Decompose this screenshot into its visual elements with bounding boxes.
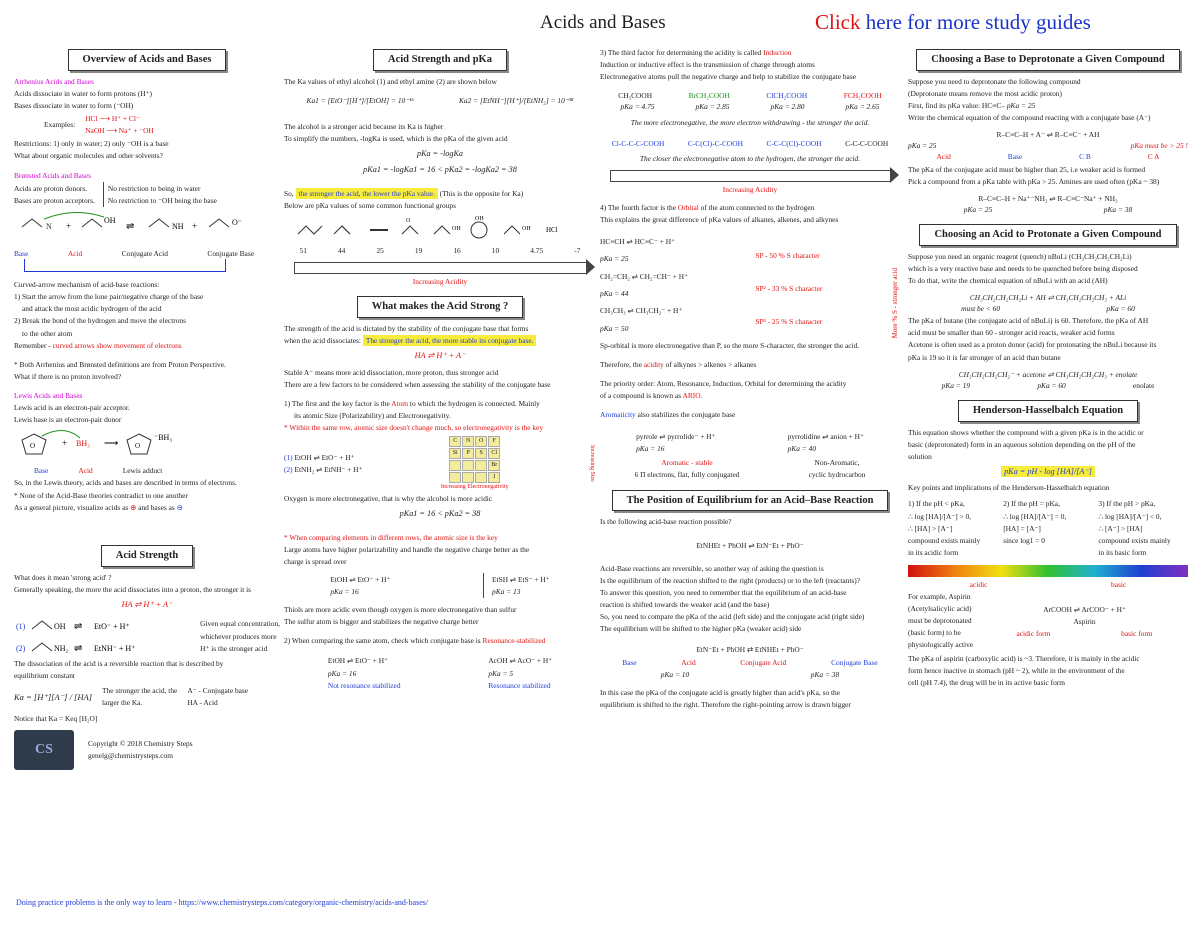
equilibrium-text: In this case the pKa of the conjugate acid is greatly higher than acid's pKa, so the bbox=[600, 687, 841, 697]
bronsted-note: No restriction to being in water bbox=[107, 183, 201, 193]
ka-legend: HA - Acid bbox=[187, 698, 218, 708]
lewis-reaction-diagram bbox=[14, 426, 274, 462]
choose-base-text: (Deprotonate means remove the most acidic proton) bbox=[908, 88, 1062, 98]
choose-base-text: First, find its pKa value: HC≡C– pKa = 25 bbox=[908, 100, 1036, 110]
aspirin-label: Aspirin bbox=[1073, 616, 1096, 626]
pyrrole-pka: pKa = 16 bbox=[636, 444, 665, 454]
factor-4: 4) The fourth factor is the Orbital of the atom connected to the hydrogen bbox=[600, 202, 815, 212]
pka-text: To simplify the numbers, -logKa is used, which is the pKa of the given acid bbox=[284, 134, 508, 144]
bronsted-line: Acids are proton donors. bbox=[14, 183, 88, 193]
oxygen-text: Oxygen is more electronegative, that is why the alcohol is more acidic bbox=[284, 494, 493, 504]
curved-text: 2) Break the bond of the hydrogen and move the electrons bbox=[14, 316, 186, 326]
acid-strength-text: equilibrium constant bbox=[14, 671, 75, 681]
arrhenius-heading: Arrhenius Acids and Bases bbox=[14, 76, 94, 86]
aromaticity-text: Aromaticity also stabilizes the conjugate base bbox=[600, 410, 736, 420]
factor-3-text: Electronegative atoms pull the negative charge and help to stabilize the conjugate base bbox=[600, 72, 856, 82]
svg-text:+: + bbox=[66, 220, 72, 231]
orbital-pka: pKa = 25 bbox=[600, 254, 629, 264]
arrhenius-line: Bases dissociate in water to form (⁻OH) bbox=[14, 100, 134, 110]
nonaromatic-label-2: cyclic hydrocarbon bbox=[808, 469, 866, 479]
equilibrium-text: The equilibrium will be shifted to the higher pKa (weaker acid) side bbox=[600, 624, 802, 634]
hh-heading: Henderson-Hasselbalch Equation bbox=[958, 400, 1138, 422]
example-naoh: NaOH ⟶ Na⁺ + ⁻OH bbox=[85, 126, 154, 136]
basic-form-label: basic form bbox=[1121, 628, 1153, 638]
svg-text:EtNH⁻ + H⁺: EtNH⁻ + H⁺ bbox=[94, 644, 136, 654]
ka-legend: A⁻ - Conjugate base bbox=[187, 686, 249, 696]
svg-text:NH₂: NH₂ bbox=[54, 644, 69, 654]
induction-acidity-arrow bbox=[610, 170, 890, 182]
ethanol-ethylamine-dissociation bbox=[14, 615, 164, 657]
lewis-line: Lewis acid is an electron-pair acceptor. bbox=[14, 403, 130, 413]
svg-text:OH: OH bbox=[475, 216, 484, 222]
pka-text: The alcohol is a stronger acid because its Ka is higher bbox=[284, 121, 444, 131]
column-3: 3) The third factor for determining the acidity is called Induction Induction or inductive effect is the transmission of charge through atoms Electronegative atoms pull the negative charge and help to stabilize the conjugate base CH₃COOH BrCH₂COOH ClCH₂COOH FCH₂COOH pKa = 4.75 pKa = 2.85 pKa = 2.80 pKa = 2.65 The more electronegative, the more electron withdrawing - the stronger the acid. Cl-C-C-C-COOH C-C(Cl)-C-COOH C-C-C(Cl)-COOH C-C-C-COOH The closer the electronegative atom to the hydrogen, the stronger the acid. Increasing Acidity 4) The fourth factor is the Orbital of the atom connected to the hydrogen This explains the great difference of pKa values of alkanes, alkenes, and alkynes HC≡CH ⇌ HC≡C⁻ + H⁺ pKa = 25 CH₂=CH₂ ⇌ CH₂=CH⁻ + H⁺ pKa = 44 CH₃CH₃ ⇌ CH₃CH₂⁻ + H⁺ pKa = 50 SP - 50 % S character SP² - 33 % S character SP³ - 25 % S character More % S - stronger acid Sp-orbital is more electronegative than P, so the more S-character, the stronger the acid. Therefore, the acidity of alkynes > alkenes > alkanes The priority order: Atom, Resonance, Induction, Orbital for determining the acidity of a compound is known as ARIO. Aromaticity also stabilizes the conjugate base pyrrole ⇌ pyrrolide⁻ + H⁺ pKa = 16 pyrrolidine ⇌ anion + H⁺ pKa = 40 Aromatic - stable 6 Π electrons, flat, fully conjugated Non-Aromatic, cyclic hydrocarbon The Position of Equilibrium for an Acid–Base Reaction Is the following acid-base reaction possible? EtNHEt + PhOH ⇌ EtN⁻Et + PhO⁻ Acid-Base reactions are reversible, so another way of asking the question is Is the equilibrium of the reaction shifted to the right (products) or to the left (reactants)? To answer this question, you need to remember that the equilibrium of an acid-base reaction is shifted towards the weaker acid (and the base) So, you need to compare the pKa of the acid (left side) and the conjugate acid (right side) The equilibrium will be shifted to the higher pKa (weaker acid) side EtN⁻Et + PhOH ⇄ EtNHEt + PhO⁻ Base Acid Conjugate Acid Conjugate Base pKa = 10 pKa = 38 In this case the pKa of the conjugate acid is greatly higher than acid's pKa, so the equilibrium is shifted to the right. Therefore the right-pointing arrow is drawn bigger bbox=[600, 48, 899, 709]
equilibrium-reaction: EtNHEt + PhOH ⇌ EtN⁻Et + PhO⁻ bbox=[696, 540, 804, 550]
so-text: So, the stronger the acid, the lower the pKa value. (This is the opposite for Ka) bbox=[284, 188, 524, 198]
given-text: whichever produces more bbox=[200, 631, 277, 641]
sp-character: SP - 50 % S character bbox=[755, 251, 820, 261]
svg-text:OH: OH bbox=[104, 215, 116, 225]
acid-strength-text: Generally speaking, the more the acid dissociates into a proton, the stronger it is bbox=[14, 584, 252, 594]
ph-scale-bar bbox=[908, 565, 1188, 577]
svg-text:HCl: HCl bbox=[546, 226, 558, 234]
priority-text: of a compound is known as ARIO. bbox=[600, 391, 703, 401]
arrhenius-line: Acids dissociate in water to form protons (H⁺) bbox=[14, 88, 152, 98]
column-2: Acid Strength and pKa The Ka values of ethyl alcohol (1) and ethyl amine (2) are shown below Ka1 = [EtO⁻][H⁺]/[EtOH] = 10⁻¹⁶ Ka2 = [EtNH⁻][H⁺]/[EtNH₂] = 10⁻³⁸ The alcohol is a stronger acid because its Ka is higher To simplify the numbers, -logKa is used, which is the pKa of the given acid pKa = -logKa pKa1 = -logKa1 = 16 < pKa2 = -logKa2 = 38 So, the stronger the acid, the lower the pKa value. (This is the opposite for Ka) Below are pKa values of some common functional groups O OH OH OH HCl 51 44 25 19 16 10 4.75 -7 Increasing Acidity What makes the Acid Strong ? The strength of the acid is dictated by the stability of the conjugate base that forms when the acid dissociates: The stronger the acid, the more stable its conjugate base. HA ⇌ H⁺ + A⁻ Stable A⁻ means more acid dissociation, more proton, thus stronger acid There are a few factors to be considered when assessing the stability of the conjugate base 1) The first and the key factor is the Atom to which the hydrogen is connected. Mainly its atomic Size (Polarizability) and Electronegativity. * Within the same row, atomic size doesn't change much, so electronegativity is the key (1) EtOH ⇌ EtO⁻ + H⁺ (2) EtNH₂ ⇌ EtNH⁻ + H⁺ C N O F Si P S Cl Br I Increasing Electronegativity Increasing Size Oxygen is more electronegative, that is why the alcohol is more acidic pKa1 = 16 < pKa2 = 38 * When comparing elements in different rows, the atomic size is the key Large atoms have higher polarizability and handle the negative charge better as the charge is spread over EtOH ⇌ EtO⁻ + H⁺ pKa = 16 EtSH ⇌ EtS⁻ + H⁺ pKa = 13 Thiols are more acidic even though oxygen is more electronegative than sulfur The sulfur atom is bigger and stabilizes the negative charge better 2) When comparing the same atom, check which conjugate base is Resonance-stabilized EtOH ⇌ EtO⁻ + H⁺ pKa = 16 Not resonance stabilized AcOH ⇌ AcO⁻ + H⁺ pKa = 5 Resonance stabilized bbox=[284, 46, 596, 692]
given-text: H⁺ is the stronger acid bbox=[200, 643, 268, 653]
svg-text:N: N bbox=[46, 221, 52, 231]
lewis-heading: Lewis Acids and Bases bbox=[14, 390, 83, 400]
induction-acidity-label: Increasing Acidity bbox=[722, 184, 778, 194]
equilibrium-text: reaction is shifted towards the weaker acid (and the base) bbox=[600, 600, 770, 610]
what-equation: HA ⇌ H⁺ + A⁻ bbox=[414, 351, 466, 361]
orbital-pka: pKa = 44 bbox=[600, 289, 629, 299]
svg-text:OH: OH bbox=[54, 622, 66, 632]
choose-acid-text: To do that, write the chemical equation of nBuLi with an acid (AH) bbox=[908, 275, 1108, 285]
enolate-label: enolate bbox=[1133, 380, 1155, 390]
svg-text:EtO⁻ + H⁺: EtO⁻ + H⁺ bbox=[94, 622, 130, 632]
example-hcl: HCl ⟶ H⁺ + Cl⁻ bbox=[85, 114, 140, 124]
ka-note: The stronger the acid, the bbox=[102, 686, 178, 696]
equilibrium-text: Is the equilibrium of the reaction shifted to the right (products) or to the left (reactants)? bbox=[600, 575, 861, 585]
choose-acid-heading: Choosing an Acid to Protonate a Given Compound bbox=[919, 224, 1176, 246]
acid-strength-text: What does it mean 'strong acid' ? bbox=[14, 572, 112, 582]
what-about-text: What about organic molecules and other solvents? bbox=[14, 151, 163, 161]
examples-label: Examples: bbox=[44, 120, 76, 130]
compare-text: * When comparing elements in different rows, the atomic size is the key bbox=[284, 532, 498, 542]
ka-note: larger the Ka. bbox=[102, 698, 143, 708]
lewis-label-base: Base bbox=[34, 466, 49, 476]
choose-acid-text: Acetone is often used as a proton donor (acid) for protonating the nBuLi because its bbox=[908, 340, 1157, 350]
svg-text:OH: OH bbox=[452, 226, 461, 232]
resonance-label: Resonance stabilized bbox=[488, 680, 551, 690]
choose-base-text: The pKa of the conjugate acid must be higher than 25, i.e weaker acid is formed bbox=[908, 164, 1146, 174]
orbital-pka: pKa = 50 bbox=[600, 323, 629, 333]
equilibrium-text: To answer this question, you need to remember that the equilibrium of an acid-base bbox=[600, 587, 847, 597]
pka-text: Below are pKa values of some common functional groups bbox=[284, 200, 456, 210]
not-resonance-label: Not resonance stabilized bbox=[327, 680, 401, 690]
choose-base-text: Suppose you need to deprotonate the following compound bbox=[908, 76, 1081, 86]
pyrrolidine-pka: pKa = 40 bbox=[787, 444, 817, 454]
study-guides-link[interactable] bbox=[815, 10, 1091, 35]
acid-strength-heading: Acid Strength bbox=[101, 545, 194, 567]
hh-text: This equation shows whether the compound with a given pKa is in the acidic or bbox=[908, 427, 1144, 437]
copyright: Copyright © 2018 Chemistry Steps bbox=[88, 739, 193, 749]
bronsted-note: No restriction to ⁻OH being the base bbox=[107, 195, 217, 205]
ka-formula: Ka = [H⁺][A⁻] / [HA] bbox=[14, 691, 92, 702]
pka-text: The Ka values of ethyl alcohol (1) and ethyl amine (2) are shown below bbox=[284, 76, 497, 86]
aspirin-text: form hence inactive in stomach (pH ~ 2), while in the environment of the bbox=[908, 665, 1125, 675]
svg-text:⇌: ⇌ bbox=[74, 621, 83, 633]
both-text: * Both Arrhenius and Brønsted definitions are from Proton Perspective. bbox=[14, 359, 226, 369]
svg-text:⁻BH₃: ⁻BH₃ bbox=[154, 433, 173, 443]
curved-text: 1) Start the arrow from the lone pair/negative charge of the base bbox=[14, 292, 204, 302]
ka2-expression: Ka2 = [EtNH⁻][H⁺]/[EtNH₂] = 10⁻³⁸ bbox=[459, 95, 574, 105]
what-makes-heading: What makes the Acid Strong ? bbox=[357, 296, 524, 318]
svg-text:O: O bbox=[135, 442, 141, 451]
equilibrium-heading: The Position of Equilibrium for an Acid–Base Reaction bbox=[612, 490, 889, 512]
bronsted-reaction-diagram bbox=[14, 207, 274, 245]
lewis-label-adduct: Lewis adduct bbox=[122, 466, 163, 476]
factor-1: 1) The first and the key factor is the Atom to which the hydrogen is connected. Mainly bbox=[284, 398, 540, 408]
factor-1-detail: its atomic Size (Polarizability) and Electronegativity. bbox=[294, 410, 451, 420]
aspirin-text: The pKa of aspirin (carboxylic acid) is ~3. Therefore, it is mainly in the acidic bbox=[908, 653, 1140, 663]
induction-note: The more electronegative, the more electron withdrawing - the stronger the acid. bbox=[630, 117, 870, 127]
sp2-character: SP² - 33 % S character bbox=[755, 284, 823, 294]
compare-text: charge is spread over bbox=[284, 556, 347, 566]
pka-heading: Acid Strength and pKa bbox=[373, 49, 507, 71]
equilibrium-text: Acid-Base reactions are reversible, so another way of asking the question is bbox=[600, 563, 824, 573]
induction-pka-row: pKa = 4.75 pKa = 2.85 pKa = 2.80 pKa = 2.65 bbox=[620, 102, 880, 112]
what-text: There are a few factors to be considered when assessing the stability of the conjugate base bbox=[284, 379, 551, 389]
pka-value-row: 51 44 25 19 16 10 4.75 -7 bbox=[299, 246, 581, 256]
what-text: when the acid dissociates: The stronger the acid, the more stable its conjugate base. bbox=[284, 335, 596, 346]
acidic-label: acidic bbox=[969, 579, 988, 589]
lewis-label-acid: Acid bbox=[78, 466, 93, 476]
compare-text: Large atoms have higher polarizability and handle the negative charge better as the bbox=[284, 544, 530, 554]
oxygen-pka: pKa1 = 16 < pKa2 = 38 bbox=[399, 509, 481, 519]
svg-text:OH: OH bbox=[522, 226, 531, 232]
svg-text:⇌: ⇌ bbox=[74, 643, 83, 655]
priority-text: The priority order: Atom, Resonance, Induction, Orbital for determining the acidity bbox=[600, 378, 847, 388]
pka-16: pKa = 16 bbox=[330, 586, 359, 596]
choose-acid-text: which is a very reactive base and needs to be quenched before being disposed bbox=[908, 263, 1138, 273]
pair-bracket bbox=[24, 259, 226, 272]
hh-text: Key points and implications of the Henderson-Hasselbalch equation bbox=[908, 483, 1110, 493]
pka-values: pKa1 = -logKa1 = 16 < pKa2 = -logKa2 = 38 bbox=[363, 165, 517, 175]
footer-link[interactable]: Doing practice problems is the only way to learn - https://www.chemistrysteps.com/category/organic-chemistry/acids-and-bases/ bbox=[16, 898, 429, 907]
aromatic-label: Aromatic - stable bbox=[661, 457, 713, 467]
thiols-text: Thiols are more acidic even though oxygen is more electronegative than sulfur bbox=[284, 605, 517, 615]
sp-note: Sp-orbital is more electronegative than P, so the more S-character, the stronger the acid. bbox=[600, 340, 860, 350]
dissociation-equation: HA ⇌ H⁺ + A⁻ bbox=[121, 599, 173, 609]
lewis-line: Lewis base is an electron-pair donor bbox=[14, 415, 122, 425]
column-4: Choosing a Base to Deprotonate a Given Compound Suppose you need to deprotonate the following compound (Deprotonate means remove the most acidic proton) First, find its pKa value: HC≡C– pKa = 25 Write the chemical equation of the compound reacting with a conjugate base (A⁻) R–C≡C–H + A⁻ ⇌ R–C≡C⁻ + AH pKa = 25 pKa must be > 25 ! Acid Base C B C A The pKa of the conjugate acid must be higher than 25, i.e weaker acid is formed Pick a compound from a pKa table with pKa > 25. Amines are used often (pKa ~ 38) R–C≡C–H + Na⁺⁻NH₂ ⇌ R–C≡C⁻Na⁺ + NH₃ pKa = 25 pKa = 38 Choosing an Acid to Protonate a Given Compound Suppose you need an organic reagent (quench) nBuLi (CH₃CH₂CH₂CH₂Li) which is a very reactive base and needs to be quenched before being disposed To do that, write the chemical equation of nBuLi with an acid (AH) CH₃CH₂CH₂CH₂Li + AH ⇌ CH₃CH₂CH₂CH₃ + ALi must be < 60 pKa = 60 The pKa of butane (the conjugate acid of nBuLi) is 60. Therefore, the pKa of AH acid must be smaller than 60 - stronger acid reacts, weaker acid forms Acetone is often used as a proton donor (acid) for protonating the nBuLi because its pKa is 19 so it is far stronger of an acid than butane CH₃CH₂CH₂CH₂⁻ + acetone ⇌ CH₃CH₂CH₂CH₃ + enolate pKa = 19 pKa = 60 enolate Henderson-Hasselbalch Equation This equation shows whether the compound with a given pKa is in the acidic or basic (deprotonated) form in an aqueous solution depending on the pH of the solution pKa = pH - log [HA]/[A⁻] Key points and implications of the Henderson-Hasselbalch equation 1) If the pH < pKa, ∴ log [HA]/[A⁻] > 0, ∴ [HA] > [A⁻] compound exists mainly in its acidic form 2) If the pH = pKa, ∴ log [HA]/[A⁻] = 0, [HA] = [A⁻] since log1 = 0 3) If the pH > pKa, ∴ log [HA]/[A⁻] < 0, ∴ [A⁻] > [HA] compound exists mainly in its basic form acidic basic For example, Aspirin (Acetylsalicylic acid) must be deprotonated (basic form) to be physiologically active ArCOOH ⇌ ArCOO⁻ + H⁺ Aspirin acidic form basic form The pKa of aspirin (carboxylic acid) is ~3. Therefore, it is mainly in the acidic form hence inactive in stomach (pH ~ 2), while in the environment of the cell (pH 7.4), the drug will be in its active basic form bbox=[908, 46, 1188, 689]
row-2: (2) EtNH₂ ⇌ EtNH⁻ + H⁺ bbox=[284, 464, 363, 474]
aromatic-label-2: 6 Π electrons, flat, fully conjugated bbox=[634, 469, 740, 479]
induction-note: The closer the electronegative atom to the hydrogen, the stronger the acid. bbox=[639, 153, 861, 163]
bronsted-heading: Brønsted Acids and Bases bbox=[14, 170, 91, 180]
amine-pka: pKa = 38 bbox=[810, 669, 840, 679]
lewis-line: * None of the Acid-Base theories contradict to one another bbox=[14, 490, 188, 500]
click-word[interactable]: Click bbox=[815, 10, 861, 34]
bronsted-line: Bases are proton acceptors. bbox=[14, 195, 95, 205]
choose-acid-text: pKa is 19 so it is far stronger of an acid than butane bbox=[908, 352, 1061, 362]
column-1 bbox=[14, 46, 280, 770]
increasing-size-label: Increasing Size bbox=[589, 444, 595, 482]
phenol-pka: pKa = 10 bbox=[660, 669, 690, 679]
lewis-line: As a general picture, visualize acids as ⊕ and bases as ⊖ bbox=[14, 502, 183, 512]
label-base: Base bbox=[14, 248, 29, 258]
factor-3: 3) The third factor for determining the acidity is called Induction bbox=[600, 48, 792, 57]
equilibrium-text: Is the following acid-base reaction possible? bbox=[600, 517, 732, 527]
svg-text:BH₃: BH₃ bbox=[76, 439, 90, 449]
svg-text:O: O bbox=[406, 218, 411, 224]
label-acid: Acid bbox=[67, 248, 83, 258]
what-text: Stable A⁻ means more acid dissociation, more proton, thus stronger acid bbox=[284, 367, 499, 377]
row-1: (1) EtOH ⇌ EtO⁻ + H⁺ bbox=[284, 452, 355, 462]
remember-text: Remember - curved arrows show movement of electrons bbox=[14, 340, 182, 350]
svg-text:(1): (1) bbox=[16, 622, 26, 632]
increasing-acidity-label: Increasing Acidity bbox=[412, 277, 468, 287]
link-rest[interactable]: here for more study guides bbox=[860, 10, 1091, 34]
increasing-acidity-arrow bbox=[294, 262, 586, 274]
factor-3-text: Induction or inductive effect is the transmission of charge through atoms bbox=[600, 60, 815, 70]
choose-base-heading: Choosing a Base to Deprotonate a Given Compound bbox=[916, 49, 1179, 71]
svg-text:NH: NH bbox=[172, 221, 184, 231]
hh-text: basic (deprotonated) form in an aqueous solution depending on the pH of the bbox=[908, 439, 1136, 449]
choose-acid-text: The pKa of butane (the conjugate acid of nBuLi) is 60. Therefore, the pKa of AH bbox=[908, 316, 1149, 326]
choose-acid-text: Suppose you need an organic reagent (quench) nBuLi (CH₃CH₂CH₂CH₂Li) bbox=[908, 251, 1132, 261]
basic-label: basic bbox=[1111, 579, 1127, 589]
svg-text:O: O bbox=[30, 442, 36, 451]
svg-text:+: + bbox=[62, 438, 68, 449]
ka1-expression: Ka1 = [EtO⁻][H⁺]/[EtOH] = 10⁻¹⁶ bbox=[306, 95, 414, 105]
curved-text: Curved-arrow mechanism of acid-base reactions: bbox=[14, 280, 160, 290]
hh-text: solution bbox=[908, 451, 932, 461]
curved-text: and attack the most acidic hydrogen of the acid bbox=[22, 304, 162, 314]
acid-strength-text: The dissociation of the acid is a reversible reaction that is described by bbox=[14, 659, 224, 669]
curved-text: to the other atom bbox=[22, 328, 73, 338]
choose-acid-text: acid must be smaller than 60 - stronger acid reacts, weaker acid forms bbox=[908, 328, 1115, 338]
label-conjugate-base: Conjugate Base bbox=[207, 248, 254, 258]
chemistry-steps-logo: CS bbox=[14, 730, 74, 770]
aspirin-text: cell (pH 7.4), the drug will be in its active basic form bbox=[908, 677, 1066, 687]
equilibrium-text: So, you need to compare the pKa of the acid (left side) and the conjugate acid (right side) bbox=[600, 612, 865, 622]
svg-text:+: + bbox=[192, 220, 198, 231]
factor-4-text: This explains the great difference of pKa values of alkanes, alkenes, and alkynes bbox=[600, 215, 839, 225]
choose-base-text: Pick a compound from a pKa table with pKa > 25. Amines are used often (pKa ~ 38) bbox=[908, 176, 1160, 186]
label-conjugate-acid: Conjugate Acid bbox=[121, 248, 168, 258]
sp3-character: SP³ - 25 % S character bbox=[755, 316, 823, 326]
email[interactable]: genelg@chemistrysteps.com bbox=[88, 751, 174, 761]
hh-formula: pKa = pH - log [HA]/[A⁻] bbox=[1001, 466, 1095, 477]
increasing-en-label: Increasing Electronegativity bbox=[440, 484, 509, 491]
factor-1-note: * Within the same row, atomic size doesn't change much, so electronegativity is the key bbox=[284, 423, 544, 433]
given-text: Given equal concentration, bbox=[200, 619, 280, 629]
thiols-text: The sulfur atom is bigger and stabilizes the negative charge better bbox=[284, 617, 479, 627]
svg-text:⇌: ⇌ bbox=[126, 220, 135, 232]
factor-2: 2) When comparing the same atom, check which conjugate base is Resonance-stabilized bbox=[284, 636, 546, 646]
periodic-table-snippet: C N O F Si P S Cl Br I bbox=[449, 436, 500, 483]
ka-notice: Notice that Ka = Keq [H₂O] bbox=[14, 713, 98, 723]
pka-definition: pKa = -logKa bbox=[416, 149, 463, 159]
pka-5: pKa = 5 bbox=[488, 668, 514, 678]
restrictions-text: Restrictions: 1) only in water; 2) only ⁻OH is a base bbox=[14, 139, 169, 149]
therefore-text: Therefore, the acidity of alkynes > alkenes > alkanes bbox=[600, 359, 757, 369]
what-text: The strength of the acid is dictated by the stability of the conjugate base that forms bbox=[284, 324, 529, 334]
more-s-label: More % S - stronger acid bbox=[890, 268, 899, 339]
lewis-line: So, in the Lewis theory, acids and bases are described in terms of electrons. bbox=[14, 478, 237, 488]
svg-text:⟶: ⟶ bbox=[104, 438, 119, 450]
pka-13: pKa = 13 bbox=[492, 586, 521, 596]
pka-must-label: pKa must be > 25 ! bbox=[1130, 141, 1188, 151]
svg-text:(2): (2) bbox=[16, 644, 26, 654]
acidic-form-label: acidic form bbox=[1016, 628, 1051, 638]
functional-group-structures bbox=[284, 212, 584, 242]
svg-text:O⁻: O⁻ bbox=[232, 217, 242, 227]
equilibrium-text: equilibrium is shifted to the right. Therefore the right-pointing arrow is drawn bigger bbox=[600, 699, 851, 709]
overview-heading: Overview of Acids and Bases bbox=[68, 49, 227, 71]
choose-base-text: Write the chemical equation of the compound reacting with a conjugate base (A⁻) bbox=[908, 113, 1151, 123]
both-text: What if there is no proton involved? bbox=[14, 371, 122, 381]
page-title: Acids and Bases bbox=[540, 12, 666, 33]
nonaromatic-label: Non-Aromatic, bbox=[814, 457, 860, 467]
